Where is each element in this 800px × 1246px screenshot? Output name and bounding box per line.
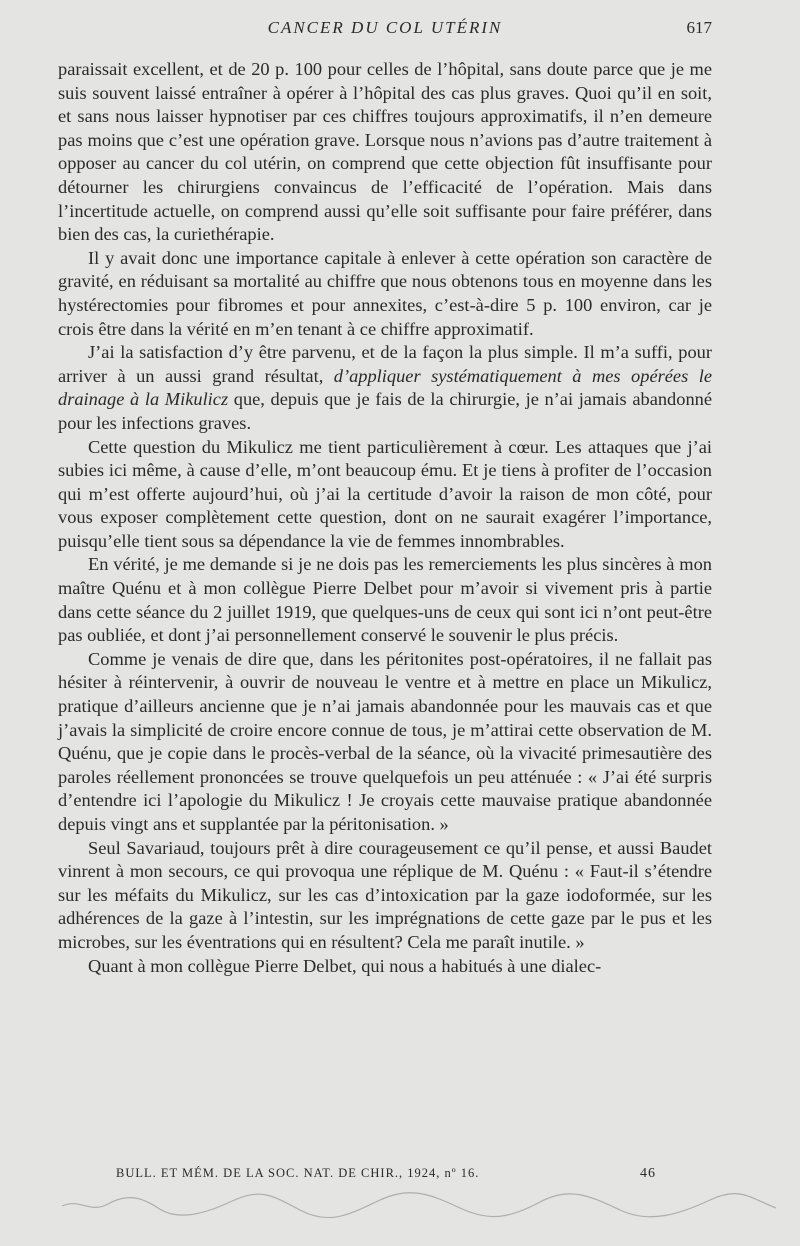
- paragraph: [58, 837, 712, 955]
- text-run: En vérité, je me demande si je ne dois pas les remerciements les plus sincères à mon maître Quénu et à mon collègue Pierre Delbet pour m’avoir si vivement pris à partie dans cette séance du 2 juillet 1919, que quelques-uns de ceux qui sont ici n’ont peut-être pas oubliée, et dont j’ai personnellement conservé le souvenir le plus précis.: [58, 554, 712, 646]
- text-run: paraissait excellent, et de 20 p. 100 pour celles de l’hôpital, sans doute parce que je me suis souvent laissé entraîner à opérer à l’hôpital des cas plus graves. Quoi qu’il en soit, et sans nous laisser hypnotiser par ces chiffres toujours approximatifs, il n’en demeure pas moins que c’est une opération grave. Lorsque nous n’avions pas d’autre traitement à opposer au cancer du col utérin, on comprend que cette objection fût insuffisante pour détourner les chirurgiens convaincus de l’efficacité de l’opération. Mais dans l’incertitude actuelle, on comprend aussi qu’elle soit suffisante pour faire préférer, dans bien des cas, la curiethérapie.: [58, 59, 712, 245]
- signature-number: 46: [640, 1166, 656, 1181]
- paragraph: [58, 58, 712, 247]
- paragraph: [58, 955, 712, 979]
- paragraph: [58, 436, 712, 554]
- text-run: Seul Savariaud, toujours prêt à dire courageusement ce qu’il pense, et aussi Baudet vinrent à mon secours, ce qui provoqua une réplique de M. Quénu : « Faut-il s’étendre sur les méfaits du Mikulicz, sur les cas d’intoxication par la gaze iodoformée, sur les adhérences de la gaze à l’intestin, sur les imprégnations de cette gaze par le pus et les microbes, sur les éventrations qui en résultent? Cela me paraît inutile. »: [58, 837, 712, 952]
- text-run: que, depuis que je fais de la chirurgie, je n’ai jamais abandonné pour les infections graves.: [58, 389, 712, 433]
- body-text: [58, 58, 712, 978]
- text-run: Cette question du Mikulicz me tient particulièrement à cœur. Les attaques que j’ai subies ici même, à cause d’elle, m’ont beaucoup ému. Et je tiens à profiter de l’occasion qui m’est offerte aujourd’hui, où j’ai la certitude d’avoir la raison de mon côté, pour vous exposer complètement cette question, dont on ne saurait exagérer l’importance, puisqu’elle tient sous sa dépendance la vie de femmes innombrables.: [58, 436, 712, 551]
- footer-citation: BULL. ET MÉM. DE LA SOC. NAT. DE CHIR., 1924, nº 16.: [116, 1166, 480, 1180]
- running-title: CANCER DU COL UTÉRIN: [267, 18, 503, 37]
- paragraph: [58, 553, 712, 647]
- footer: [116, 1166, 656, 1181]
- text-run: Il y avait donc une importance capitale à enlever à cette opération son caractère de gravité, en réduisant sa mortalité au chiffre que nous obtenons tous en moyenne dans les hystérectomies pour fibromes et pour annexites, c’est-à-dire 5 p. 100 environ, car je crois être dans la vérité en m’en tenant à ce chiffre approximatif.: [58, 247, 712, 339]
- paragraph: [58, 648, 712, 837]
- text-run: Comme je venais de dire que, dans les péritonites post-opératoires, il ne fallait pas hésiter à réintervenir, à ouvrir de nouveau le ventre et à mettre en place un Mikulicz, pratique d’ailleurs ancienne que je n’ai jamais abandonnée pour les mauvais cas et que j’avais la simplicité de croire encore connue de tous, je m’attirai cette observation de M. Quénu, que je copie dans le procès-verbal de la séance, où la vivacité primesautière des paroles réellement prononcées se trouve quelquefois un peu atténuée : « J’ai été surpris d’entendre ici l’apologie du Mikulicz ! Je croyais cette mauvaise pratique abandonnée depuis vingt ans et supplantée par la péritonisation. »: [58, 648, 712, 834]
- text-run: Quant à mon collègue Pierre Delbet, qui nous a habitués à une dialec-: [88, 955, 602, 976]
- paragraph: [58, 341, 712, 435]
- handwritten-scribble: [60, 1188, 780, 1222]
- running-head: [58, 18, 712, 44]
- page-number: 617: [686, 18, 712, 37]
- paragraph: [58, 247, 712, 341]
- text-run: J’ai la satisfaction d’y être parvenu, et de la façon la plus simple. Il m’a suffi, pour arriver à un aussi grand résultat,: [58, 342, 712, 386]
- italic-text: d’appliquer systématiquement à mes opérées le drainage à la Mikulicz: [58, 365, 712, 410]
